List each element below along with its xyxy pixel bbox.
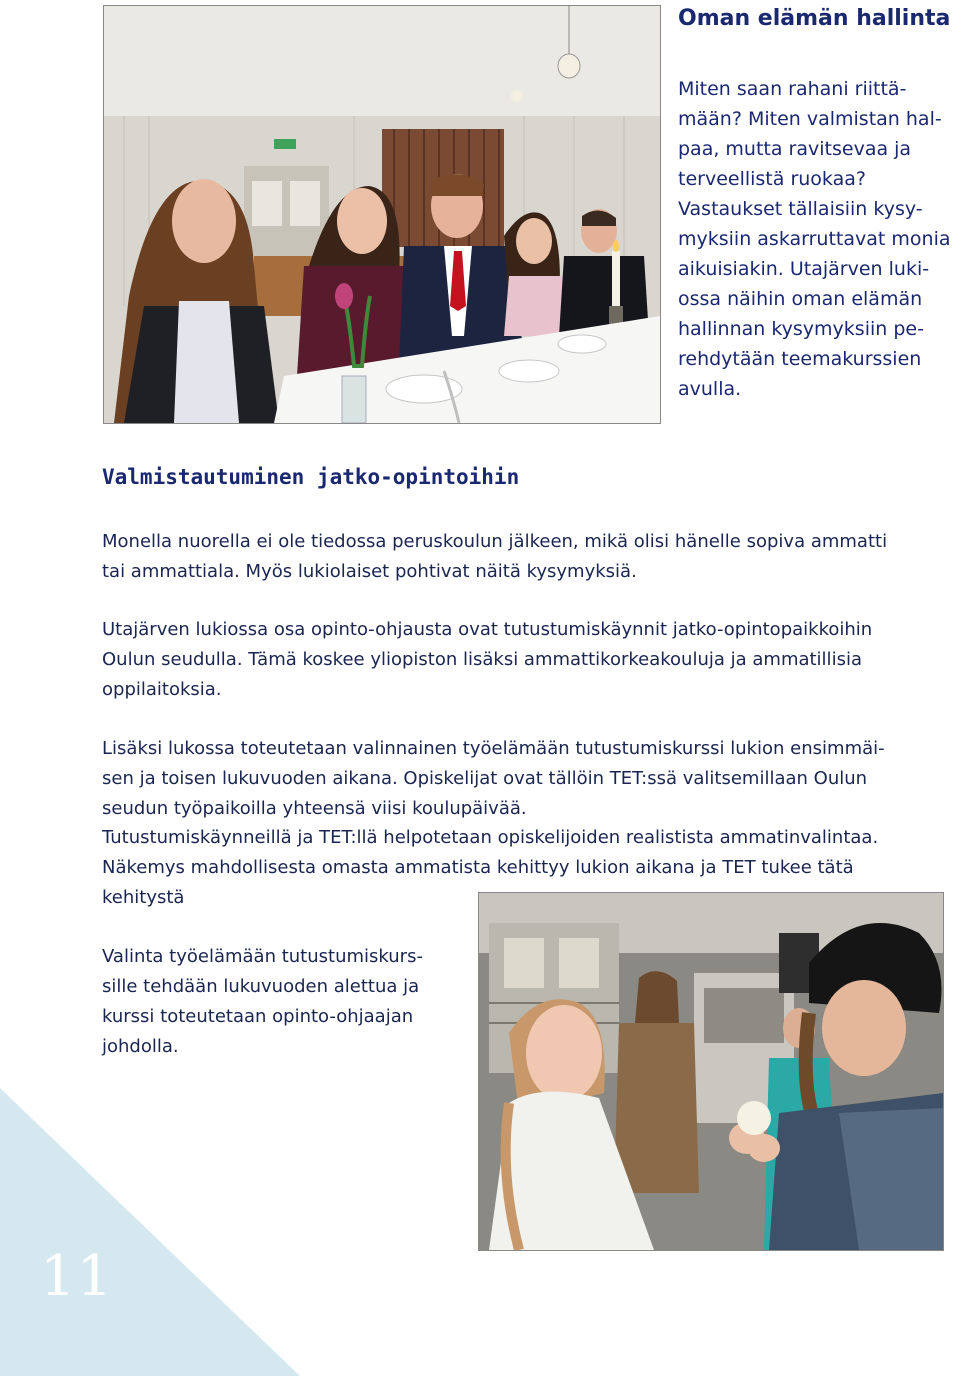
paragraph-2 [102, 615, 952, 705]
sidebar-line: mään? Miten valmistan hal- [678, 108, 942, 130]
sidebar-line: rehdytään teemakurssien [678, 348, 922, 370]
text-line: tai ammattiala. Myös lukiolaiset pohtivat näitä kysymyksiä. [102, 561, 637, 582]
paragraph-3 [102, 734, 952, 824]
sidebar-line: myksiin askarruttavat monia [678, 228, 951, 250]
text-line: Monella nuorella ei ole tiedossa peruskoulun jälkeen, mikä olisi hänelle sopiva ammatti [102, 531, 888, 552]
text-line: Oulun seudulla. Tämä koskee yliopiston lisäksi ammattikorkeakouluja ja ammatillisia [102, 649, 862, 670]
text-line: Valinta työelämään tutustumiskurs- [102, 946, 423, 967]
dinner-photo [103, 5, 661, 424]
text-line: sille tehdään lukuvuoden alettua ja [102, 976, 420, 997]
text-line: Utajärven lukiossa osa opinto-ohjausta ovat tutustumiskäynnit jatko-opintopaikkoihin [102, 619, 873, 640]
text-line: Lisäksi lukossa toteutetaan valinnainen työelämään tutustumiskurssi lukion ensimmäi- [102, 738, 885, 759]
sidebar-heading: Oman elämän hallinta [678, 6, 951, 31]
paragraph-5 [102, 853, 952, 913]
corner-decoration [0, 1088, 300, 1376]
sidebar-line: hallinnan kysymyksiin pe- [678, 318, 924, 340]
sidebar-line: aikuisiakin. Utajärven luki- [678, 258, 930, 280]
text-line: kehitystä [102, 887, 185, 908]
sidebar-line: avulla. [678, 378, 742, 400]
section-heading: Valmistautuminen jatko-opintoihin [102, 465, 520, 489]
text-line: Näkemys mahdollisesta omasta ammatista kehittyy lukion aikana ja TET tukee tätä [102, 857, 854, 878]
paragraph-6 [102, 942, 462, 1062]
paragraph-1 [102, 527, 952, 587]
text-line: sen ja toisen lukuvuoden aikana. Opiskelijat ovat tällöin TET:ssä valitsemillaan Oulun [102, 768, 868, 789]
paragraph-4 [102, 823, 952, 853]
text-line: johdolla. [102, 1036, 179, 1057]
sidebar-line: ossa näihin oman elämän [678, 288, 923, 310]
sidebar-line: paa, mutta ravitsevaa ja [678, 138, 912, 160]
sidebar-line: Miten saan rahani riittä- [678, 78, 907, 100]
sidebar-line: Vastaukset tällaisiin kysy- [678, 198, 923, 220]
text-line: oppilaitoksia. [102, 679, 222, 700]
text-line: Tutustumiskäynneillä ja TET:llä helpotetaan opiskelijoiden realistista ammatinvalintaa. [102, 827, 879, 848]
text-line: kurssi toteutetaan opinto-ohjaajan [102, 1006, 414, 1027]
text-line: seudun työpaikoilla yhteensä viisi koulupäivää. [102, 798, 527, 819]
sidebar-line: terveellistä ruokaa? [678, 168, 866, 190]
sidebar-paragraph [678, 74, 960, 404]
page-number: 11 [40, 1244, 114, 1309]
workplace-visit-photo [478, 892, 944, 1251]
